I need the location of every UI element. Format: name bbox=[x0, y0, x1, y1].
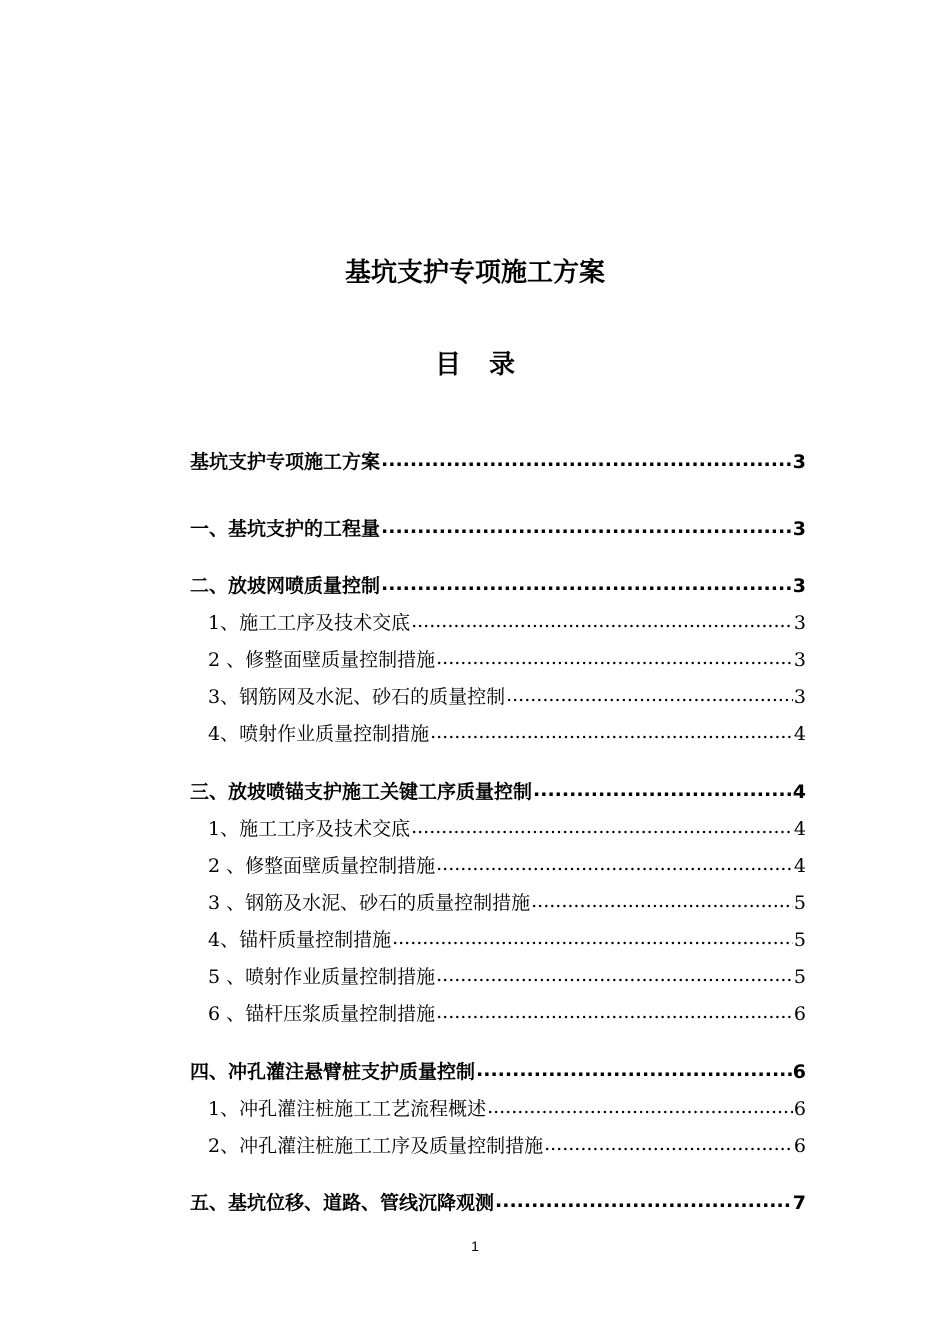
toc-entry-page: 5 bbox=[793, 929, 806, 951]
toc-entry-page: 3 bbox=[793, 649, 806, 671]
toc-entry-label: 二、放坡网喷质量控制 bbox=[190, 575, 381, 597]
toc-entry[interactable] bbox=[208, 962, 806, 989]
toc-entry-page: 3 bbox=[793, 686, 806, 708]
toc-entry-page: 3 bbox=[792, 575, 806, 597]
toc-entry[interactable] bbox=[208, 814, 806, 841]
toc-dot-leader bbox=[436, 853, 793, 872]
toc-entry-label: 五、基坑位移、道路、管线沉降观测 bbox=[190, 1192, 495, 1214]
toc-entry-label: 6 、锚杆压浆质量控制措施 bbox=[208, 1003, 436, 1025]
toc-entry-label: 3、钢筋网及水泥、砂石的质量控制 bbox=[208, 686, 506, 708]
toc-entry-label: 一、基坑支护的工程量 bbox=[190, 518, 381, 540]
toc-dot-leader bbox=[531, 890, 793, 909]
toc-entry[interactable] bbox=[208, 925, 806, 952]
toc-dot-leader bbox=[411, 610, 793, 629]
toc-entry-label: 2、冲孔灌注桩施工工序及质量控制措施 bbox=[208, 1135, 544, 1157]
toc-dot-leader bbox=[436, 1001, 793, 1020]
toc-entry-label: 1、施工工序及技术交底 bbox=[208, 818, 411, 840]
toc-entry-page: 4 bbox=[793, 855, 806, 877]
toc-dot-leader bbox=[495, 1190, 792, 1209]
toc-entry-label: 4、锚杆质量控制措施 bbox=[208, 929, 392, 951]
toc-entry-page: 6 bbox=[793, 1098, 806, 1120]
toc-entry-label: 4、喷射作业质量控制措施 bbox=[208, 723, 430, 745]
toc-dot-leader bbox=[430, 721, 793, 740]
toc-entry[interactable] bbox=[208, 1094, 806, 1121]
toc-entry-page: 4 bbox=[792, 781, 806, 803]
toc-entry-page: 6 bbox=[793, 1135, 806, 1157]
document-title: 基坑支护专项施工方案 bbox=[344, 258, 605, 288]
toc-dot-leader bbox=[476, 1059, 792, 1078]
toc-entry-label: 1、施工工序及技术交底 bbox=[208, 612, 411, 634]
toc-entry[interactable] bbox=[208, 645, 806, 672]
toc-entry[interactable] bbox=[190, 1057, 806, 1084]
toc-dot-leader bbox=[506, 684, 793, 703]
page-number: 1 bbox=[471, 1238, 479, 1254]
toc-entry[interactable] bbox=[208, 682, 806, 709]
toc-entry-label: 三、放坡喷锚支护施工关键工序质量控制 bbox=[190, 781, 533, 803]
toc-dot-leader bbox=[381, 449, 792, 468]
toc-dot-leader bbox=[381, 516, 792, 535]
toc-entry-page: 5 bbox=[793, 966, 806, 988]
toc-dot-leader bbox=[533, 779, 792, 798]
toc-dot-leader bbox=[436, 647, 793, 666]
toc-entry-page: 4 bbox=[793, 818, 806, 840]
toc-entry-page: 6 bbox=[792, 1061, 806, 1083]
toc-entry[interactable] bbox=[208, 851, 806, 878]
toc-entry-page: 4 bbox=[793, 723, 806, 745]
toc-entry[interactable] bbox=[208, 1131, 806, 1158]
toc-entry[interactable] bbox=[190, 514, 806, 541]
toc-dot-leader bbox=[381, 573, 792, 592]
toc-entry[interactable] bbox=[190, 777, 806, 804]
toc-entry[interactable] bbox=[190, 571, 806, 598]
toc-entry[interactable] bbox=[208, 608, 806, 635]
toc-entry[interactable] bbox=[208, 888, 806, 915]
toc-entry-label: 1、冲孔灌注桩施工工艺流程概述 bbox=[208, 1098, 487, 1120]
toc-entry[interactable] bbox=[208, 999, 806, 1026]
toc-dot-leader bbox=[436, 964, 793, 983]
toc-entry-page: 3 bbox=[792, 518, 806, 540]
toc-entry-label: 四、冲孔灌注悬臂桩支护质量控制 bbox=[190, 1061, 476, 1083]
toc-entry[interactable] bbox=[190, 447, 806, 474]
toc-entry-label: 2 、修整面壁质量控制措施 bbox=[208, 649, 436, 671]
toc-entry-label: 3 、钢筋及水泥、砂石的质量控制措施 bbox=[208, 892, 531, 914]
toc-entry[interactable] bbox=[208, 719, 806, 746]
toc-dot-leader bbox=[411, 816, 793, 835]
toc-heading: 目录 bbox=[434, 350, 543, 380]
toc-entry-label: 2 、修整面壁质量控制措施 bbox=[208, 855, 436, 877]
toc-entry-page: 6 bbox=[793, 1003, 806, 1025]
toc-entry-page: 3 bbox=[793, 612, 806, 634]
toc-dot-leader bbox=[544, 1133, 793, 1152]
toc-dot-leader bbox=[487, 1096, 793, 1115]
toc-entry-page: 3 bbox=[792, 451, 806, 473]
toc-entry-page: 5 bbox=[793, 892, 806, 914]
toc-dot-leader bbox=[392, 927, 793, 946]
toc-entry-label: 5 、喷射作业质量控制措施 bbox=[208, 966, 436, 988]
toc-entry-label: 基坑支护专项施工方案 bbox=[190, 451, 381, 473]
toc-entry[interactable] bbox=[190, 1188, 806, 1215]
toc-entry-page: 7 bbox=[792, 1192, 806, 1214]
